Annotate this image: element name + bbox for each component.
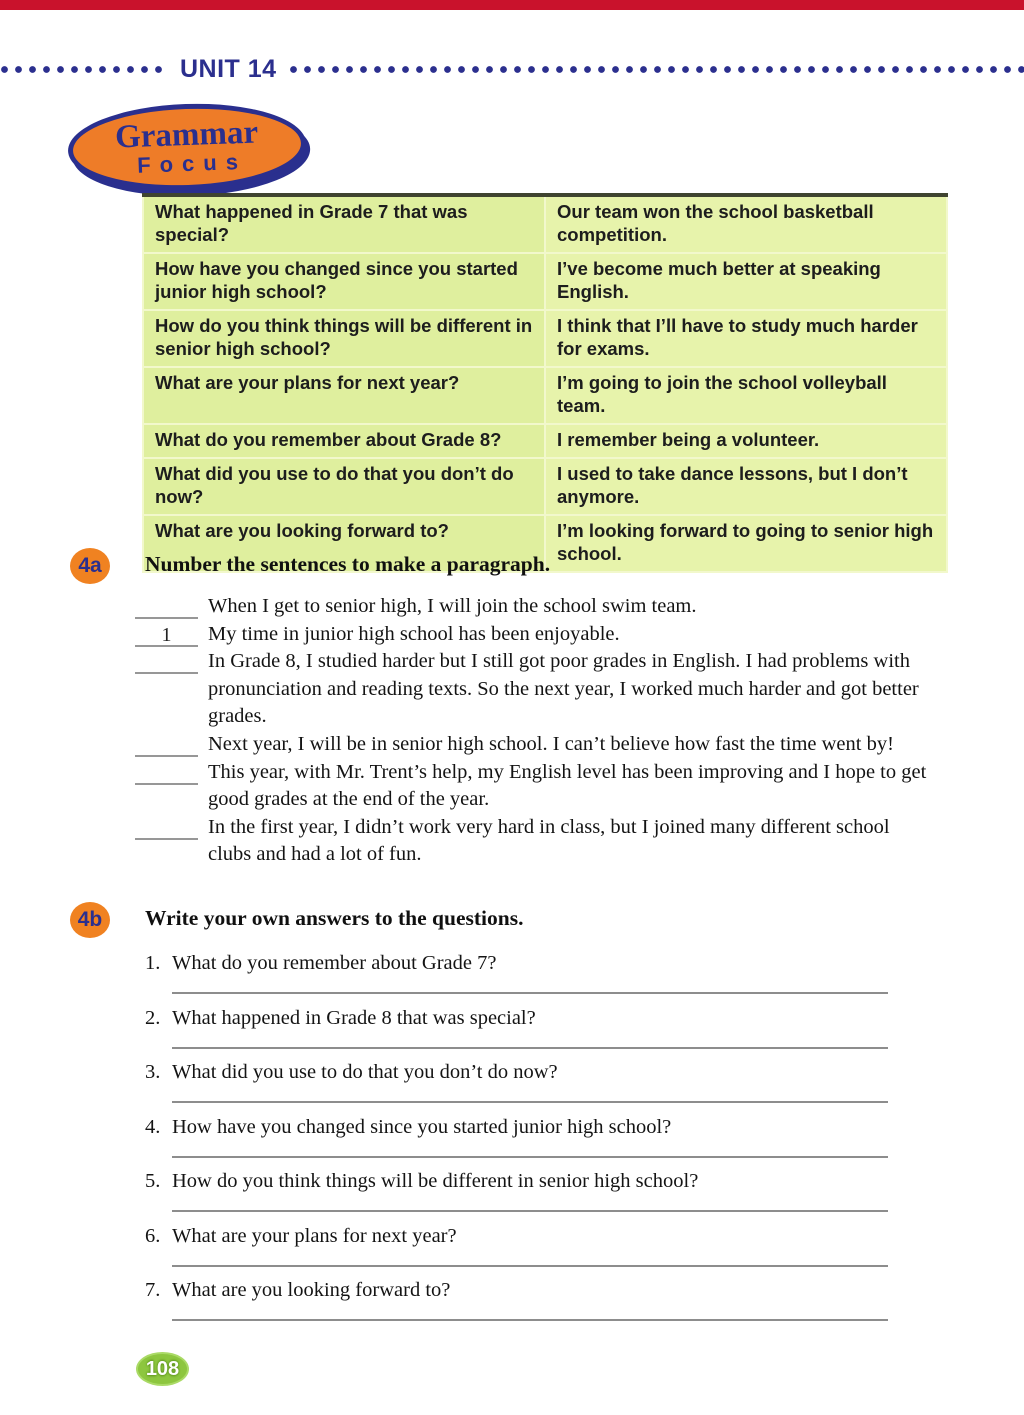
question-row (145, 1113, 935, 1141)
unit-header (0, 54, 1024, 84)
unit-title: UNIT 14 (180, 54, 277, 83)
question-row (145, 949, 935, 977)
answer-writing-line (172, 1141, 888, 1158)
question-number: 7. (145, 1279, 161, 1301)
question-text: What are you looking forward to? (172, 1279, 451, 1301)
question-block (145, 1113, 935, 1158)
question-text: How do you think things will be different in senior high school? (172, 1170, 699, 1192)
question-row (145, 1167, 935, 1195)
list-item (135, 621, 935, 649)
question-block (145, 1222, 935, 1267)
top-red-bar (0, 0, 1024, 10)
answer-writing-line (172, 1032, 888, 1049)
grammar-focus-title-line2: Focus (136, 148, 248, 178)
table-question-cell: What did you use to do that you don’t do now? (143, 458, 545, 515)
table-answer-cell: I’m going to join the school volleyball team. (545, 367, 947, 424)
list-item (135, 648, 935, 731)
table-answer-cell: I’m looking forward to going to senior high school. (545, 515, 947, 572)
question-number: 4. (145, 1115, 161, 1138)
table-row (143, 253, 947, 310)
table-answer-cell: I remember being a volunteer. (545, 424, 947, 458)
list-item (135, 759, 935, 814)
grammar-focus-title-line1: Grammar (114, 114, 259, 156)
table-row (143, 458, 947, 515)
question-text: What did you use to do that you don’t do now? (172, 1061, 558, 1083)
answer-writing-line (172, 977, 888, 994)
grammar-focus-table (142, 193, 948, 573)
answer-writing-line (172, 1086, 888, 1103)
sentence-text: This year, with Mr. Trent’s help, my English level has been improving and I hope to get good grades at the end of the year. (208, 760, 927, 811)
number-blank (135, 815, 198, 840)
table-answer-cell: Our team won the school basketball competition. (545, 195, 947, 253)
question-row (145, 1004, 935, 1032)
table-question-cell: How do you think things will be different in senior high school? (143, 310, 545, 367)
question-number: 2. (145, 1006, 161, 1029)
sentence-text: My time in junior high school has been enjoyable. (208, 622, 620, 645)
answer-writing-line (172, 1304, 888, 1321)
table-answer-cell: I used to take dance lessons, but I don’t anymore. (545, 458, 947, 515)
list-item (135, 593, 935, 621)
table-question-cell: How have you changed since you started junior high school? (143, 253, 545, 310)
section-4b-badge: 4b (70, 902, 110, 938)
section-4a-badge: 4a (70, 548, 110, 584)
page-number-badge: 108 (136, 1352, 189, 1386)
section-4a-sentence-list (135, 593, 935, 869)
question-number: 6. (145, 1224, 161, 1247)
list-item (135, 731, 935, 759)
sentence-text: When I get to senior high, I will join the school swim team. (208, 595, 697, 617)
question-text: What happened in Grade 8 that was special? (172, 1006, 536, 1029)
grammar-focus-badge (67, 100, 308, 194)
question-number: 5. (145, 1170, 161, 1192)
sentence-text: Next year, I will be in senior high school. I can’t believe how fast the time went by! (208, 732, 894, 755)
dotted-line-left (0, 65, 166, 74)
number-blank (135, 732, 198, 757)
section-4a-title: Number the sentences to make a paragraph. (145, 552, 551, 576)
table-question-cell: What happened in Grade 7 that was special? (143, 195, 545, 253)
section-4b-question-list (145, 949, 935, 1331)
table-answer-cell: I’ve become much better at speaking English. (545, 253, 947, 310)
question-number: 3. (145, 1061, 161, 1083)
question-text: What do you remember about Grade 7? (172, 952, 497, 974)
question-block (145, 949, 935, 994)
number-blank (135, 760, 198, 785)
answer-writing-line (172, 1250, 888, 1267)
table-row (143, 367, 947, 424)
sentence-text: In Grade 8, I studied harder but I still got poor grades in English. I had problems with pronunciation and reading texts. So the next year, I worked much harder and got better grades. (208, 650, 919, 728)
sentence-text: In the first year, I didn’t work very hard in class, but I joined many different school clubs and had a lot of fun. (208, 815, 890, 866)
question-row (145, 1222, 935, 1250)
question-text: How have you changed since you started junior high school? (172, 1115, 672, 1138)
question-text: What are your plans for next year? (172, 1224, 457, 1247)
question-row (145, 1276, 935, 1304)
list-item (135, 814, 935, 869)
table-row (143, 310, 947, 367)
number-blank (135, 594, 198, 619)
table-row (143, 195, 947, 253)
table-answer-cell: I think that I’ll have to study much harder for exams. (545, 310, 947, 367)
answer-writing-line (172, 1195, 888, 1212)
table-question-cell: What are you looking forward to? (143, 515, 545, 572)
question-block (145, 1167, 935, 1212)
table-row (143, 424, 947, 458)
table-question-cell: What are your plans for next year? (143, 367, 545, 424)
number-blank (135, 649, 198, 674)
question-number: 1. (145, 952, 161, 974)
question-block (145, 1276, 935, 1321)
dotted-line-right (289, 65, 1024, 74)
question-block (145, 1004, 935, 1049)
section-4b-title: Write your own answers to the questions. (145, 906, 524, 930)
question-row (145, 1058, 935, 1086)
question-block (145, 1058, 935, 1103)
table-question-cell: What do you remember about Grade 8? (143, 424, 545, 458)
number-blank: 1 (135, 622, 198, 647)
